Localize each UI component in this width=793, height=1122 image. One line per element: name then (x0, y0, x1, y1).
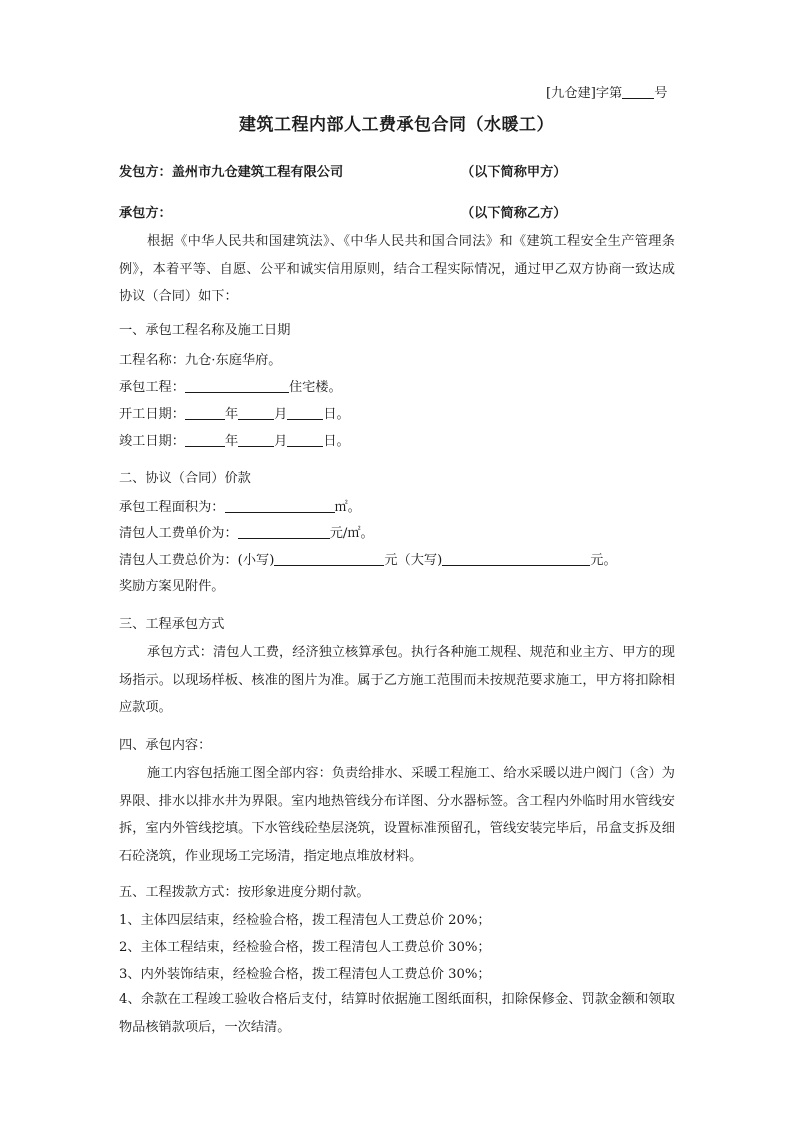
total-price-unit: 元。 (590, 553, 617, 568)
preamble-paragraph: 根据《中华人民共和国建筑法》、《中华人民共和国合同法》和《建筑工程安全生产管理条例》，本着平等、自愿、公平和诚实信用原则，结合工程实际情况，通过甲乙双方协商一致达成协议（合同）如下： (119, 234, 675, 304)
start-date-line (119, 405, 350, 425)
party-b-note: （以下简称乙方） (461, 206, 567, 221)
area-unit: ㎡。 (334, 500, 361, 515)
start-day-blank (287, 405, 323, 420)
start-month-label: 月 (274, 407, 288, 422)
reference-number-blank (622, 84, 654, 99)
start-year-blank (185, 405, 225, 420)
area-blank (225, 498, 335, 513)
total-price-line (119, 551, 617, 571)
end-day-label: 日。 (323, 434, 350, 449)
area-line (119, 498, 361, 518)
project-name-line: 工程名称：九仓·东庭华府。 (119, 353, 282, 368)
end-year-blank (185, 432, 225, 447)
total-price-label: 清包人工费总价为：(小写) (119, 553, 275, 568)
total-price-mid: 元（大写) (384, 553, 443, 568)
start-date-label: 开工日期： (119, 407, 185, 422)
reference-prefix: [九仓建]字第 (546, 86, 623, 101)
payment-item: 4、余款在工程竣工验收合格后支付，结算时依据施工图纸面积，扣除保修金、罚款金额和领取物品核销款项后，一次结清。 (119, 992, 675, 1035)
payment-item: 3、内外装饰结束，经检验合格，拨工程清包人工费总价 30%； (119, 967, 491, 982)
end-date-label: 竣工日期： (119, 434, 185, 449)
end-year-label: 年 (224, 434, 239, 449)
bonus-line: 奖励方案见附件。 (119, 579, 225, 594)
total-price-numeric-blank (274, 551, 384, 566)
start-day-label: 日。 (323, 407, 350, 422)
end-day-blank (287, 432, 323, 447)
section-3-paragraph: 承包方式：清包人工费，经济独立核算承包。执行各种施工规程、规范和业主方、甲方的现场指示。以现场样板、核准的图片为准。属于乙方施工范围而未按规范要求施工，甲方将扣除相应款项。 (119, 645, 675, 715)
total-price-words-blank (442, 551, 590, 566)
unit-price-line (119, 524, 374, 544)
party-a-note: （以下简称甲方） (461, 165, 567, 180)
payment-item: 1、主体四层结束，经检验合格，拨工程清包人工费总价 20%； (119, 913, 491, 928)
end-month-label: 月 (274, 434, 288, 449)
contract-work-suffix: 住宅楼。 (288, 380, 342, 395)
reference-number (546, 82, 667, 101)
section-1-heading: 一、承包工程名称及施工日期 (119, 323, 291, 338)
party-a-label: 发包方： (119, 165, 172, 180)
reference-suffix: 号 (654, 86, 668, 101)
start-year-label: 年 (224, 407, 239, 422)
section-2-heading: 二、协议（合同）价款 (119, 471, 251, 486)
party-a-name: 盖州市九仓建筑工程有限公司 (171, 165, 344, 180)
contract-title: 建筑工程内部人工费承包合同（水暖工） (239, 115, 554, 135)
party-a (119, 161, 343, 180)
section-4-paragraph: 施工内容包括施工图全部内容：负责给排水、采暖工程施工、给水采暖以进户阀门（含）为界限、排水以排水井为界限。室内地热管线分布详图、分水器标签。含工程内外临时用水管线安拆，室内外管线挖填。下水管线砼垫层浇筑，设置标准预留孔，管线安装完毕后，吊盒支拆及细石砼浇筑，作业现场工完场清，指定地点堆放材料。 (119, 766, 675, 864)
contract-work-line (119, 378, 342, 398)
payment-item: 2、主体工程结束，经检验合格，拨工程清包人工费总价 30%； (119, 940, 491, 955)
section-5-heading: 五、工程拨款方式：按形象进度分期付款。 (119, 885, 370, 900)
contract-work-blank (185, 378, 289, 393)
section-4-heading: 四、承包内容： (119, 738, 212, 753)
unit-price-blank (238, 524, 330, 539)
area-label: 承包工程面积为： (119, 500, 225, 515)
section-3-heading: 三、工程承包方式 (119, 617, 225, 632)
unit-price-unit: 元/㎡。 (329, 526, 374, 541)
unit-price-label: 清包人工费单价为： (119, 526, 238, 541)
contract-work-label: 承包工程： (119, 380, 185, 395)
end-month-blank (238, 432, 274, 447)
end-date-line (119, 432, 350, 452)
start-month-blank (238, 405, 274, 420)
party-b-label: 承包方： (119, 206, 172, 221)
